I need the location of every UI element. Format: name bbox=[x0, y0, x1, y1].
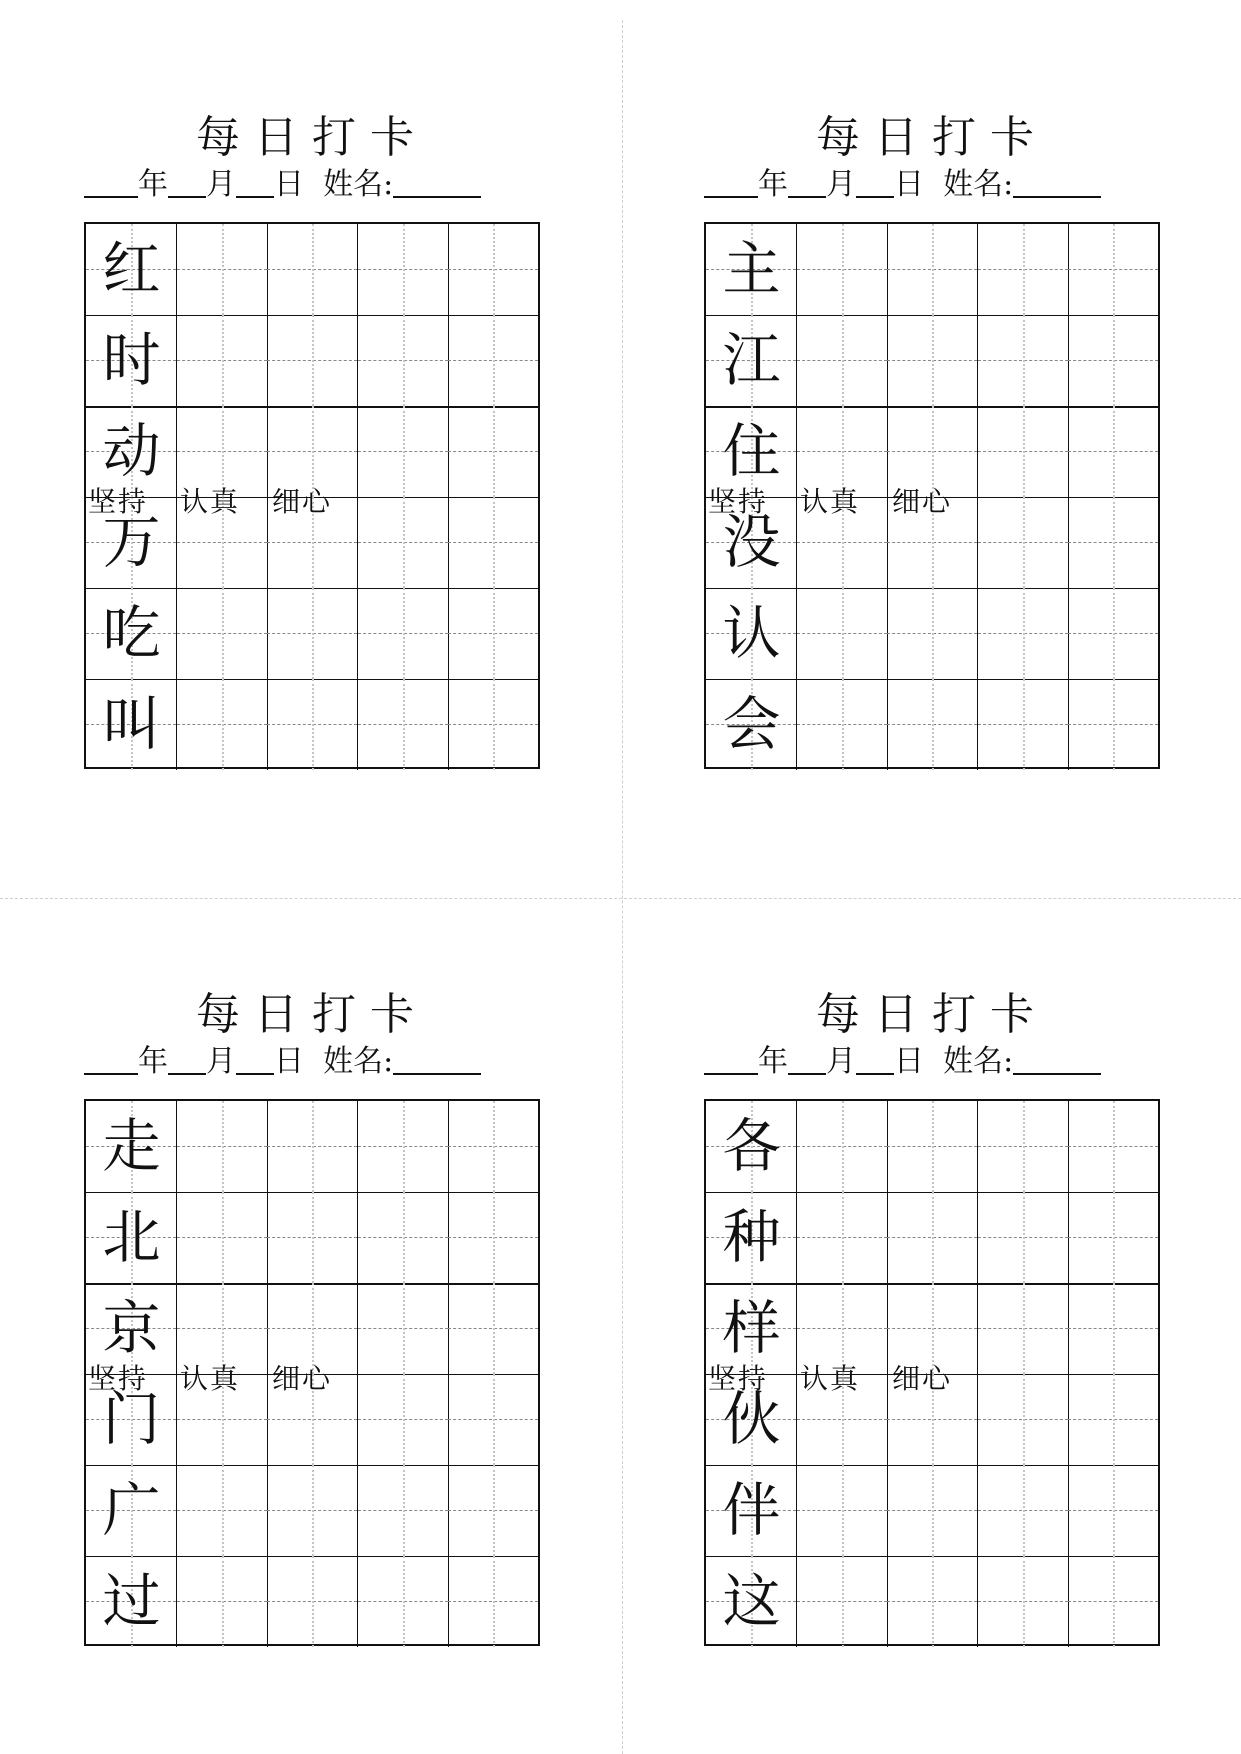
practice-cell[interactable] bbox=[1068, 1192, 1158, 1283]
practice-cell[interactable] bbox=[448, 679, 538, 770]
practice-cell[interactable] bbox=[267, 315, 358, 406]
model-character: 样 bbox=[722, 1294, 781, 1362]
grid-row bbox=[86, 315, 538, 408]
vertical-guide bbox=[932, 1192, 934, 1283]
motto-word: 细心 bbox=[892, 485, 953, 518]
model-character: 北 bbox=[102, 1203, 161, 1271]
vertical-guide bbox=[222, 1192, 224, 1283]
vertical-guide bbox=[1023, 224, 1025, 315]
vertical-guide bbox=[1023, 1374, 1025, 1465]
practice-cell[interactable] bbox=[1068, 1556, 1158, 1647]
practice-cell[interactable] bbox=[448, 588, 538, 679]
practice-cell[interactable] bbox=[358, 1283, 449, 1374]
practice-cell[interactable] bbox=[1068, 679, 1158, 770]
month-label: 月 bbox=[826, 167, 856, 202]
practice-cell[interactable] bbox=[978, 1465, 1069, 1556]
day-label: 日 bbox=[274, 167, 304, 202]
vertical-guide bbox=[493, 679, 495, 770]
practice-cell[interactable] bbox=[267, 224, 358, 315]
model-character-cell bbox=[86, 497, 177, 588]
vertical-guide bbox=[1113, 1556, 1115, 1647]
model-character-cell bbox=[706, 679, 797, 770]
month-blank[interactable] bbox=[168, 166, 206, 198]
practice-cell[interactable] bbox=[887, 679, 978, 770]
model-character-cell bbox=[86, 1101, 177, 1192]
practice-cell[interactable] bbox=[797, 1101, 888, 1192]
vertical-guide bbox=[1023, 315, 1025, 406]
name-label: 姓名: bbox=[943, 167, 1014, 202]
practice-cell[interactable] bbox=[358, 224, 449, 315]
date-name-line bbox=[84, 164, 554, 206]
practice-cell[interactable] bbox=[978, 1192, 1069, 1283]
vertical-guide bbox=[493, 1283, 495, 1374]
practice-cell[interactable] bbox=[978, 315, 1069, 406]
vertical-guide bbox=[842, 1192, 844, 1283]
practice-cell[interactable] bbox=[267, 1556, 358, 1647]
year-label: 年 bbox=[758, 1044, 788, 1079]
vertical-guide bbox=[493, 224, 495, 315]
year-blank[interactable] bbox=[84, 1043, 138, 1075]
vertical-guide bbox=[1113, 1283, 1115, 1374]
checkin-card bbox=[704, 0, 1160, 820]
practice-cell[interactable] bbox=[978, 1374, 1069, 1465]
month-blank[interactable] bbox=[788, 1043, 826, 1075]
day-blank[interactable] bbox=[856, 1043, 894, 1075]
vertical-guide bbox=[403, 224, 405, 315]
day-label: 日 bbox=[894, 1044, 924, 1079]
model-character-cell bbox=[86, 1192, 177, 1283]
grid-row bbox=[706, 1192, 1158, 1285]
practice-cell[interactable] bbox=[267, 1192, 358, 1283]
vertical-guide bbox=[493, 588, 495, 679]
practice-cell[interactable] bbox=[978, 1283, 1069, 1374]
vertical-guide bbox=[1023, 497, 1025, 588]
practice-cell[interactable] bbox=[978, 224, 1069, 315]
practice-cell[interactable] bbox=[797, 588, 888, 679]
vertical-guide bbox=[312, 1101, 314, 1192]
name-blank[interactable] bbox=[1013, 166, 1101, 198]
practice-cell[interactable] bbox=[887, 1465, 978, 1556]
vertical-guide bbox=[222, 679, 224, 770]
practice-cell[interactable] bbox=[448, 1101, 538, 1192]
card-title: 每日打卡 bbox=[816, 989, 1048, 1040]
model-character: 认 bbox=[722, 599, 781, 667]
checkin-card bbox=[704, 877, 1160, 1697]
motto-word: 细心 bbox=[272, 1362, 333, 1395]
practice-cell[interactable] bbox=[1068, 1283, 1158, 1374]
practice-cell[interactable] bbox=[448, 1465, 538, 1556]
grid-row bbox=[86, 1101, 538, 1193]
model-character-cell bbox=[86, 1465, 177, 1556]
vertical-guide bbox=[403, 1556, 405, 1647]
practice-cell[interactable] bbox=[177, 315, 268, 406]
grid-row bbox=[86, 1465, 538, 1557]
vertical-guide bbox=[1113, 224, 1115, 315]
practice-cell[interactable] bbox=[978, 406, 1069, 497]
practice-cell[interactable] bbox=[978, 497, 1069, 588]
vertical-guide bbox=[1113, 1101, 1115, 1192]
vertical-guide bbox=[1023, 1192, 1025, 1283]
model-character: 住 bbox=[722, 417, 781, 485]
model-character: 各 bbox=[722, 1112, 781, 1180]
year-blank[interactable] bbox=[704, 1043, 758, 1075]
practice-cell[interactable] bbox=[797, 224, 888, 315]
vertical-guide bbox=[493, 1101, 495, 1192]
motto-word: 认真 bbox=[180, 485, 241, 518]
practice-cell[interactable] bbox=[177, 588, 268, 679]
vertical-guide bbox=[493, 1556, 495, 1647]
vertical-guide bbox=[222, 1465, 224, 1556]
practice-cell[interactable] bbox=[978, 679, 1069, 770]
vertical-guide bbox=[312, 315, 314, 406]
model-character: 主 bbox=[722, 235, 781, 303]
vertical-guide bbox=[1023, 1101, 1025, 1192]
vertical-guide bbox=[932, 1101, 934, 1192]
grid-row bbox=[706, 588, 1158, 680]
model-character-cell bbox=[706, 224, 797, 315]
model-character: 京 bbox=[102, 1294, 161, 1362]
practice-cell[interactable] bbox=[797, 1465, 888, 1556]
practice-cell[interactable] bbox=[1068, 315, 1158, 406]
practice-cell[interactable] bbox=[358, 315, 449, 406]
vertical-guide bbox=[493, 497, 495, 588]
model-character-cell bbox=[86, 224, 177, 315]
practice-cell[interactable] bbox=[267, 588, 358, 679]
day-blank[interactable] bbox=[236, 166, 274, 198]
practice-cell[interactable] bbox=[797, 315, 888, 406]
practice-cell[interactable] bbox=[358, 679, 449, 770]
name-blank[interactable] bbox=[393, 1043, 481, 1075]
practice-cell[interactable] bbox=[448, 1192, 538, 1283]
practice-cell[interactable] bbox=[267, 1101, 358, 1192]
vertical-guide bbox=[222, 315, 224, 406]
vertical-guide bbox=[312, 588, 314, 679]
motto-word: 坚持 bbox=[708, 1362, 769, 1395]
model-character-cell bbox=[706, 1192, 797, 1283]
vertical-guide bbox=[932, 224, 934, 315]
model-character-cell bbox=[706, 1465, 797, 1556]
date-name-line bbox=[704, 1041, 1174, 1083]
vertical-guide bbox=[842, 679, 844, 770]
vertical-guide bbox=[1023, 1465, 1025, 1556]
practice-cell[interactable] bbox=[177, 1101, 268, 1192]
vertical-guide bbox=[403, 1192, 405, 1283]
model-character: 这 bbox=[722, 1567, 781, 1635]
model-character-cell bbox=[706, 315, 797, 406]
month-blank[interactable] bbox=[168, 1043, 206, 1075]
model-character-cell bbox=[86, 406, 177, 497]
practice-cell[interactable] bbox=[797, 1556, 888, 1647]
model-character: 门 bbox=[102, 1385, 161, 1453]
practice-cell[interactable] bbox=[978, 588, 1069, 679]
vertical-guide bbox=[312, 679, 314, 770]
year-blank[interactable] bbox=[704, 166, 758, 198]
day-label: 日 bbox=[894, 167, 924, 202]
vertical-guide bbox=[222, 1556, 224, 1647]
model-character: 广 bbox=[102, 1476, 161, 1544]
model-character-cell bbox=[706, 1374, 797, 1465]
model-character: 伴 bbox=[722, 1476, 781, 1544]
model-character: 没 bbox=[722, 508, 781, 576]
name-blank[interactable] bbox=[393, 166, 481, 198]
checkin-card bbox=[84, 0, 540, 820]
practice-cell[interactable] bbox=[358, 1556, 449, 1647]
practice-cell[interactable] bbox=[358, 1192, 449, 1283]
vertical-guide bbox=[222, 224, 224, 315]
motto-word: 认真 bbox=[800, 485, 861, 518]
vertical-guide bbox=[842, 1101, 844, 1192]
practice-cell[interactable] bbox=[1068, 224, 1158, 315]
vertical-guide bbox=[493, 1465, 495, 1556]
vertical-guide bbox=[403, 1101, 405, 1192]
practice-cell[interactable] bbox=[1068, 588, 1158, 679]
vertical-guide bbox=[312, 224, 314, 315]
vertical-guide bbox=[1113, 1374, 1115, 1465]
year-label: 年 bbox=[138, 167, 168, 202]
practice-cell[interactable] bbox=[978, 1101, 1069, 1192]
month-label: 月 bbox=[206, 167, 236, 202]
day-label: 日 bbox=[274, 1044, 304, 1079]
practice-cell[interactable] bbox=[358, 1101, 449, 1192]
model-character-cell bbox=[86, 588, 177, 679]
motto-word: 认真 bbox=[180, 1362, 241, 1395]
vertical-guide bbox=[932, 315, 934, 406]
month-label: 月 bbox=[826, 1044, 856, 1079]
practice-cell[interactable] bbox=[448, 406, 538, 497]
motto-word: 坚持 bbox=[88, 485, 149, 518]
vertical-guide bbox=[1113, 588, 1115, 679]
vertical-guide bbox=[1113, 679, 1115, 770]
practice-cell[interactable] bbox=[797, 679, 888, 770]
model-character: 红 bbox=[102, 235, 161, 303]
practice-cell[interactable] bbox=[358, 588, 449, 679]
practice-cell[interactable] bbox=[978, 1556, 1069, 1647]
model-character: 万 bbox=[102, 508, 161, 576]
vertical-cut-line bbox=[622, 20, 623, 1754]
vertical-guide bbox=[842, 1556, 844, 1647]
practice-cell[interactable] bbox=[358, 1374, 449, 1465]
practice-cell[interactable] bbox=[267, 679, 358, 770]
motto-word: 细心 bbox=[272, 485, 333, 518]
grid-row bbox=[86, 1556, 538, 1647]
model-character-cell bbox=[706, 588, 797, 679]
vertical-guide bbox=[403, 406, 405, 497]
model-character: 时 bbox=[102, 326, 161, 394]
grid-row bbox=[86, 588, 538, 680]
vertical-guide bbox=[403, 315, 405, 406]
vertical-guide bbox=[403, 679, 405, 770]
motto-word: 坚持 bbox=[88, 1362, 149, 1395]
model-character: 走 bbox=[102, 1112, 161, 1180]
practice-cell[interactable] bbox=[887, 315, 978, 406]
practice-cell[interactable] bbox=[887, 1192, 978, 1283]
vertical-guide bbox=[842, 224, 844, 315]
practice-cell[interactable] bbox=[448, 315, 538, 406]
name-label: 姓名: bbox=[323, 167, 394, 202]
model-character-cell bbox=[86, 1374, 177, 1465]
month-blank[interactable] bbox=[788, 166, 826, 198]
model-character: 会 bbox=[722, 690, 781, 758]
model-character-cell bbox=[706, 406, 797, 497]
date-name-line bbox=[84, 1041, 554, 1083]
model-character: 江 bbox=[722, 326, 781, 394]
checkin-card bbox=[84, 877, 540, 1697]
year-label: 年 bbox=[138, 1044, 168, 1079]
vertical-guide bbox=[932, 588, 934, 679]
vertical-guide bbox=[312, 1556, 314, 1647]
vertical-guide bbox=[1113, 1465, 1115, 1556]
grid-row bbox=[706, 224, 1158, 316]
practice-cell[interactable] bbox=[1068, 1374, 1158, 1465]
grid-row bbox=[706, 679, 1158, 770]
vertical-guide bbox=[1023, 588, 1025, 679]
grid-row bbox=[86, 224, 538, 316]
model-character-cell bbox=[86, 1556, 177, 1647]
model-character-cell bbox=[86, 679, 177, 770]
practice-cell[interactable] bbox=[177, 1556, 268, 1647]
model-character-cell bbox=[706, 497, 797, 588]
vertical-guide bbox=[932, 679, 934, 770]
practice-cell[interactable] bbox=[177, 1192, 268, 1283]
model-character: 过 bbox=[102, 1567, 161, 1635]
practice-cell[interactable] bbox=[1068, 1465, 1158, 1556]
card-title: 每日打卡 bbox=[816, 112, 1048, 163]
grid-row bbox=[706, 1465, 1158, 1557]
vertical-guide bbox=[932, 1465, 934, 1556]
day-blank[interactable] bbox=[856, 166, 894, 198]
grid-row bbox=[86, 1192, 538, 1285]
vertical-guide bbox=[403, 1283, 405, 1374]
grid-row bbox=[706, 315, 1158, 408]
model-character: 种 bbox=[722, 1203, 781, 1271]
practice-cell[interactable] bbox=[887, 1101, 978, 1192]
practice-cell[interactable] bbox=[887, 224, 978, 315]
practice-cell[interactable] bbox=[358, 497, 449, 588]
model-character-cell bbox=[706, 1101, 797, 1192]
grid-row bbox=[706, 1556, 1158, 1647]
year-blank[interactable] bbox=[84, 166, 138, 198]
practice-cell[interactable] bbox=[448, 497, 538, 588]
practice-cell[interactable] bbox=[797, 1192, 888, 1283]
model-character-cell bbox=[86, 315, 177, 406]
motto-word: 认真 bbox=[800, 1362, 861, 1395]
vertical-guide bbox=[1023, 679, 1025, 770]
model-character: 动 bbox=[102, 417, 161, 485]
card-title: 每日打卡 bbox=[196, 112, 428, 163]
practice-cell[interactable] bbox=[358, 406, 449, 497]
name-label: 姓名: bbox=[323, 1044, 394, 1079]
practice-cell[interactable] bbox=[887, 588, 978, 679]
vertical-guide bbox=[403, 588, 405, 679]
practice-cell[interactable] bbox=[1068, 497, 1158, 588]
vertical-guide bbox=[842, 1465, 844, 1556]
vertical-guide bbox=[403, 1374, 405, 1465]
vertical-guide bbox=[493, 1374, 495, 1465]
vertical-guide bbox=[312, 1465, 314, 1556]
grid-row bbox=[706, 1101, 1158, 1193]
date-name-line bbox=[704, 164, 1174, 206]
vertical-guide bbox=[403, 1465, 405, 1556]
vertical-guide bbox=[222, 588, 224, 679]
practice-cell[interactable] bbox=[1068, 1101, 1158, 1192]
year-label: 年 bbox=[758, 167, 788, 202]
vertical-guide bbox=[1113, 1192, 1115, 1283]
practice-cell[interactable] bbox=[177, 224, 268, 315]
grid-row bbox=[86, 679, 538, 770]
practice-cell[interactable] bbox=[358, 1465, 449, 1556]
practice-cell[interactable] bbox=[177, 679, 268, 770]
model-character-cell bbox=[86, 1283, 177, 1374]
practice-cell[interactable] bbox=[177, 1465, 268, 1556]
practice-cell[interactable] bbox=[448, 224, 538, 315]
vertical-guide bbox=[222, 1101, 224, 1192]
model-character: 吃 bbox=[102, 599, 161, 667]
name-blank[interactable] bbox=[1013, 1043, 1101, 1075]
vertical-guide bbox=[493, 406, 495, 497]
vertical-guide bbox=[1023, 1556, 1025, 1647]
vertical-guide bbox=[403, 497, 405, 588]
practice-cell[interactable] bbox=[267, 1465, 358, 1556]
practice-cell[interactable] bbox=[448, 1283, 538, 1374]
vertical-guide bbox=[1023, 1283, 1025, 1374]
vertical-guide bbox=[493, 1192, 495, 1283]
vertical-guide bbox=[842, 315, 844, 406]
practice-cell[interactable] bbox=[1068, 406, 1158, 497]
model-character-cell bbox=[706, 1283, 797, 1374]
vertical-guide bbox=[312, 1192, 314, 1283]
month-label: 月 bbox=[206, 1044, 236, 1079]
vertical-guide bbox=[932, 1556, 934, 1647]
vertical-guide bbox=[1113, 315, 1115, 406]
model-character: 伙 bbox=[722, 1385, 781, 1453]
vertical-guide bbox=[1113, 406, 1115, 497]
vertical-guide bbox=[1113, 497, 1115, 588]
practice-cell[interactable] bbox=[887, 1556, 978, 1647]
vertical-guide bbox=[842, 588, 844, 679]
motto-word: 细心 bbox=[892, 1362, 953, 1395]
practice-cell[interactable] bbox=[448, 1556, 538, 1647]
vertical-guide bbox=[1023, 406, 1025, 497]
day-blank[interactable] bbox=[236, 1043, 274, 1075]
card-title: 每日打卡 bbox=[196, 989, 428, 1040]
model-character: 叫 bbox=[102, 690, 161, 758]
practice-cell[interactable] bbox=[448, 1374, 538, 1465]
motto-word: 坚持 bbox=[708, 485, 769, 518]
name-label: 姓名: bbox=[943, 1044, 1014, 1079]
vertical-guide bbox=[493, 315, 495, 406]
model-character-cell bbox=[706, 1556, 797, 1647]
